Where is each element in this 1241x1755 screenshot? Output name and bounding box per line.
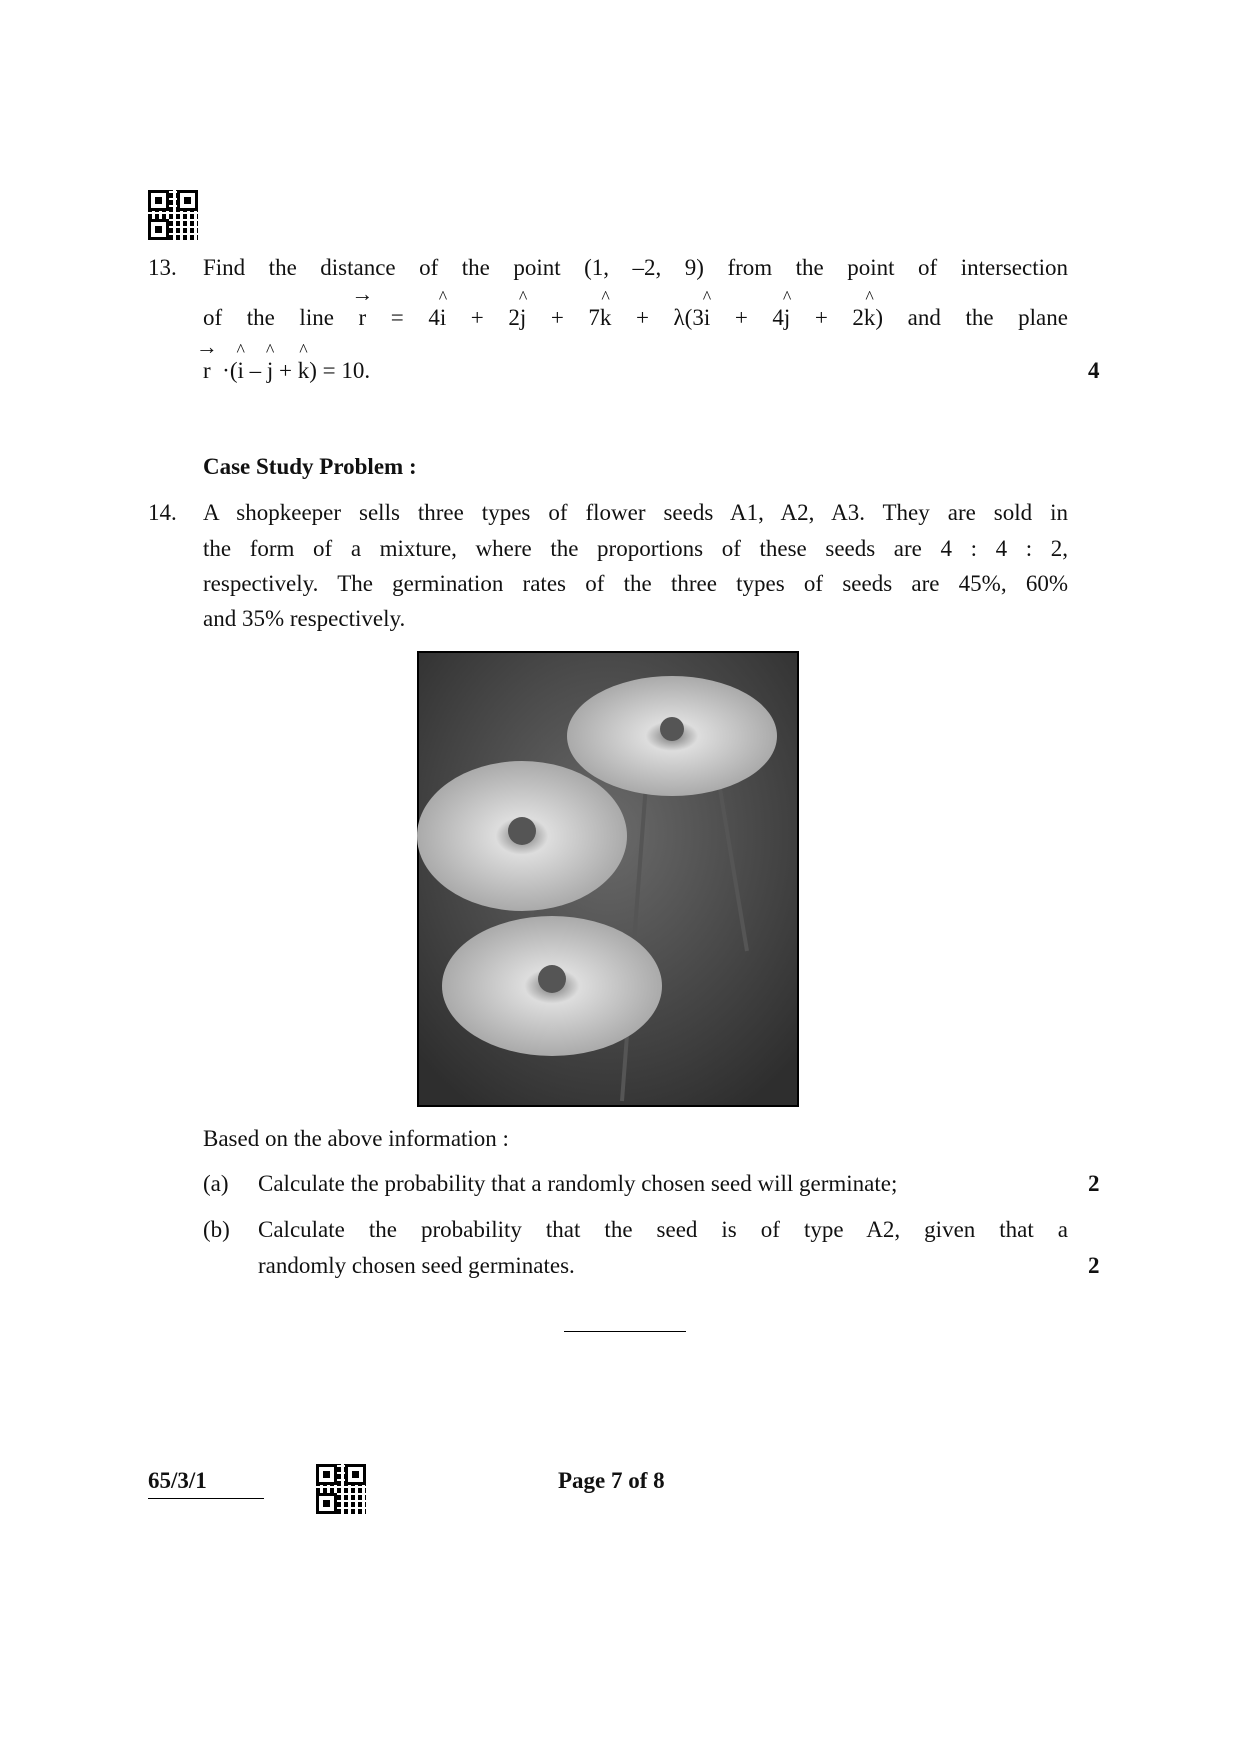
question-number: 13.	[148, 255, 177, 280]
q14-line: the form of a mixture, where the proportions of these seeds are 4 : 4 : 2,	[203, 536, 1068, 561]
intro-text: Based on the above information :	[203, 1126, 509, 1151]
text: and the plane	[907, 305, 1068, 330]
q13-line-3: → r ·(^ i – ^ j + ^ k) = 10.	[203, 358, 370, 384]
qr-code-footer	[316, 1464, 366, 1514]
end-rule	[564, 1331, 686, 1332]
qr-code-top	[148, 190, 198, 240]
part-label: (b)	[203, 1217, 230, 1242]
part-b-text: Calculate the probability that the seed is of type A2, given that a	[258, 1217, 1068, 1242]
flower-image	[417, 651, 799, 1107]
q14-line: respectively. The germination rates of the three types of seeds are 45%, 60%	[203, 571, 1068, 596]
text: of the line	[203, 305, 334, 330]
q14-line: and 35% respectively.	[203, 606, 406, 631]
part-a-text: Calculate the probability that a randomly chosen seed will germinate;	[258, 1171, 898, 1196]
page-number: Page 7 of 8	[558, 1468, 665, 1493]
marks: 4	[1088, 358, 1100, 383]
marks: 2	[1088, 1253, 1100, 1278]
part-label: (a)	[203, 1171, 229, 1196]
marks: 2	[1088, 1171, 1100, 1196]
paper-code: 65/3/1	[148, 1468, 207, 1493]
text: ) = 10.	[309, 358, 371, 383]
q13-line-1: Find the distance of the point (1, –2, 9) from the point of intersection	[203, 255, 1068, 280]
q14-line: A shopkeeper sells three types of flower seeds A1, A2, A3. They are sold in	[203, 500, 1068, 525]
section-heading: Case Study Problem :	[203, 454, 417, 479]
q13-line-2: of the line → r = 4^ i + 2^ j + 7^ k + λ(3^ i + 4^ j + 2^ k) and the plane	[203, 305, 1068, 331]
code-underline	[148, 1498, 264, 1499]
part-b-text: randomly chosen seed germinates.	[258, 1253, 575, 1278]
question-number: 14.	[148, 500, 177, 525]
